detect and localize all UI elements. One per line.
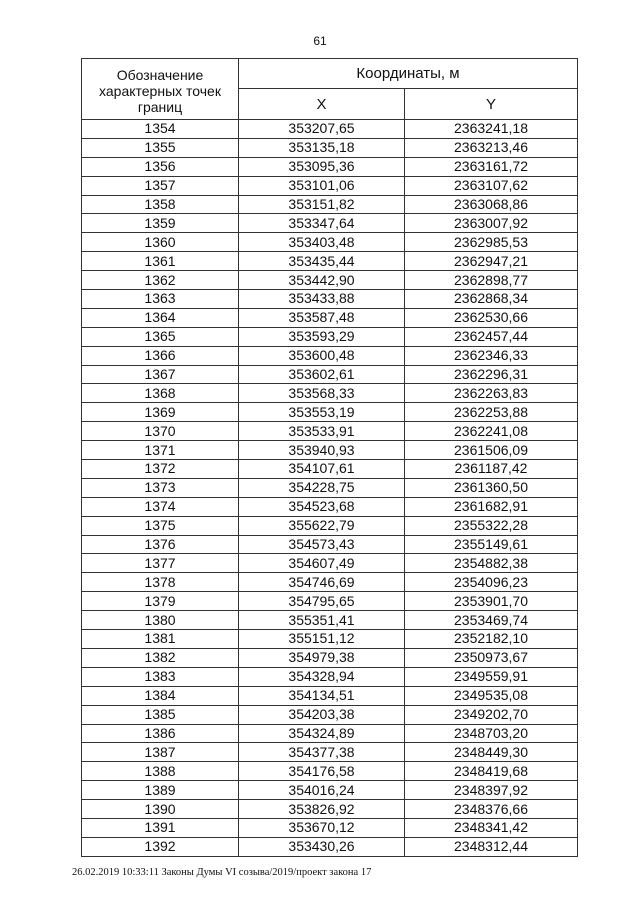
- point-number-cell: 1371: [82, 441, 239, 460]
- x-coordinate-cell: 354176,58: [239, 762, 405, 781]
- x-coordinate-cell: 353553,19: [239, 403, 405, 422]
- point-label-header: Обозначение характерных точек границ: [82, 59, 239, 120]
- table-row: [82, 837, 578, 856]
- y-coordinate-cell: 2362241,08: [405, 422, 578, 441]
- table-row: [82, 818, 578, 837]
- point-number-cell: 1390: [82, 800, 239, 819]
- point-number-cell: 1392: [82, 837, 239, 856]
- x-coordinate-cell: 354016,24: [239, 781, 405, 800]
- table-row: [82, 214, 578, 233]
- table-row: [82, 252, 578, 271]
- y-coordinate-cell: 2348376,66: [405, 800, 578, 819]
- table-row: [82, 195, 578, 214]
- y-column-header: Y: [405, 89, 578, 120]
- table-row: [82, 271, 578, 290]
- point-number-cell: 1373: [82, 478, 239, 497]
- point-number-cell: 1384: [82, 686, 239, 705]
- coordinates-group-header: Координаты, м: [239, 59, 578, 89]
- table-row: [82, 308, 578, 327]
- footer-text: 26.02.2019 10:33:11 Законы Думы VI созыва/2019/проект закона 17: [72, 867, 372, 878]
- x-coordinate-cell: 353135,18: [239, 138, 405, 157]
- x-coordinate-cell: 353602,61: [239, 365, 405, 384]
- x-coordinate-cell: 354523,68: [239, 497, 405, 516]
- table-row: [82, 478, 578, 497]
- table-row: [82, 157, 578, 176]
- y-coordinate-cell: 2362947,21: [405, 252, 578, 271]
- point-number-cell: 1383: [82, 667, 239, 686]
- y-coordinate-cell: 2350973,67: [405, 648, 578, 667]
- table-row: [82, 422, 578, 441]
- x-coordinate-cell: 355351,41: [239, 611, 405, 630]
- y-coordinate-cell: 2354096,23: [405, 573, 578, 592]
- x-coordinate-cell: 353403,48: [239, 233, 405, 252]
- y-coordinate-cell: 2362263,83: [405, 384, 578, 403]
- x-coordinate-cell: 355622,79: [239, 516, 405, 535]
- y-coordinate-cell: 2361682,91: [405, 497, 578, 516]
- point-number-cell: 1362: [82, 271, 239, 290]
- y-coordinate-cell: 2361360,50: [405, 478, 578, 497]
- x-coordinate-cell: 353095,36: [239, 157, 405, 176]
- point-number-cell: 1354: [82, 120, 239, 139]
- table-row: [82, 384, 578, 403]
- table-row: [82, 497, 578, 516]
- x-coordinate-cell: 354979,38: [239, 648, 405, 667]
- y-coordinate-cell: 2355149,61: [405, 535, 578, 554]
- y-coordinate-cell: 2354882,38: [405, 554, 578, 573]
- table-row: [82, 327, 578, 346]
- x-coordinate-cell: 354573,43: [239, 535, 405, 554]
- point-number-cell: 1391: [82, 818, 239, 837]
- table-row: [82, 290, 578, 309]
- table-row: [82, 743, 578, 762]
- table-row: [82, 233, 578, 252]
- coordinates-table: [81, 58, 578, 857]
- x-coordinate-cell: 353670,12: [239, 818, 405, 837]
- y-coordinate-cell: 2348397,92: [405, 781, 578, 800]
- point-number-cell: 1360: [82, 233, 239, 252]
- point-number-cell: 1361: [82, 252, 239, 271]
- x-coordinate-cell: 354795,65: [239, 592, 405, 611]
- x-coordinate-cell: 353430,26: [239, 837, 405, 856]
- table-row: [82, 176, 578, 195]
- table-row: [82, 781, 578, 800]
- y-coordinate-cell: 2362296,31: [405, 365, 578, 384]
- point-number-cell: 1387: [82, 743, 239, 762]
- y-coordinate-cell: 2361506,09: [405, 441, 578, 460]
- point-number-cell: 1368: [82, 384, 239, 403]
- x-coordinate-cell: 355151,12: [239, 630, 405, 649]
- y-coordinate-cell: 2348703,20: [405, 724, 578, 743]
- y-coordinate-cell: 2348341,42: [405, 818, 578, 837]
- y-coordinate-cell: 2362898,77: [405, 271, 578, 290]
- point-number-cell: 1386: [82, 724, 239, 743]
- y-coordinate-cell: 2363161,72: [405, 157, 578, 176]
- y-coordinate-cell: 2353469,74: [405, 611, 578, 630]
- point-number-cell: 1378: [82, 573, 239, 592]
- y-coordinate-cell: 2363107,62: [405, 176, 578, 195]
- y-coordinate-cell: 2348312,44: [405, 837, 578, 856]
- table-row: [82, 120, 578, 139]
- x-coordinate-cell: 353533,91: [239, 422, 405, 441]
- point-number-cell: 1372: [82, 460, 239, 479]
- point-number-cell: 1355: [82, 138, 239, 157]
- x-coordinate-cell: 354203,38: [239, 705, 405, 724]
- y-coordinate-cell: 2349559,91: [405, 667, 578, 686]
- x-coordinate-cell: 354328,94: [239, 667, 405, 686]
- x-coordinate-cell: 353435,44: [239, 252, 405, 271]
- point-number-cell: 1380: [82, 611, 239, 630]
- x-coordinate-cell: 353347,64: [239, 214, 405, 233]
- y-coordinate-cell: 2363068,86: [405, 195, 578, 214]
- point-number-cell: 1359: [82, 214, 239, 233]
- point-number-cell: 1374: [82, 497, 239, 516]
- y-coordinate-cell: 2363241,18: [405, 120, 578, 139]
- table-row: [82, 800, 578, 819]
- x-coordinate-cell: 353207,65: [239, 120, 405, 139]
- table-row: [82, 573, 578, 592]
- y-coordinate-cell: 2349535,08: [405, 686, 578, 705]
- y-coordinate-cell: 2362868,34: [405, 290, 578, 309]
- x-coordinate-cell: 353568,33: [239, 384, 405, 403]
- point-number-cell: 1389: [82, 781, 239, 800]
- y-coordinate-cell: 2362530,66: [405, 308, 578, 327]
- x-coordinate-cell: 353101,06: [239, 176, 405, 195]
- table-row: [82, 554, 578, 573]
- table-row: [82, 460, 578, 479]
- x-coordinate-cell: 353151,82: [239, 195, 405, 214]
- y-coordinate-cell: 2348419,68: [405, 762, 578, 781]
- point-number-cell: 1357: [82, 176, 239, 195]
- point-number-cell: 1370: [82, 422, 239, 441]
- table-row: [82, 705, 578, 724]
- table-row: [82, 648, 578, 667]
- y-coordinate-cell: 2348449,30: [405, 743, 578, 762]
- x-coordinate-cell: 353587,48: [239, 308, 405, 327]
- table-row: [82, 762, 578, 781]
- y-coordinate-cell: 2363007,92: [405, 214, 578, 233]
- point-number-cell: 1364: [82, 308, 239, 327]
- point-number-cell: 1358: [82, 195, 239, 214]
- point-number-cell: 1388: [82, 762, 239, 781]
- table-row: [82, 138, 578, 157]
- x-coordinate-cell: 353940,93: [239, 441, 405, 460]
- x-coordinate-cell: 353600,48: [239, 346, 405, 365]
- y-coordinate-cell: 2362253,88: [405, 403, 578, 422]
- x-coordinate-cell: 354746,69: [239, 573, 405, 592]
- table-row: [82, 724, 578, 743]
- table-row: [82, 611, 578, 630]
- point-number-cell: 1375: [82, 516, 239, 535]
- x-coordinate-cell: 353442,90: [239, 271, 405, 290]
- y-coordinate-cell: 2349202,70: [405, 705, 578, 724]
- y-coordinate-cell: 2362985,53: [405, 233, 578, 252]
- point-number-cell: 1369: [82, 403, 239, 422]
- point-number-cell: 1377: [82, 554, 239, 573]
- table-row: [82, 667, 578, 686]
- x-coordinate-cell: 353593,29: [239, 327, 405, 346]
- table-body: [82, 120, 578, 857]
- point-number-cell: 1382: [82, 648, 239, 667]
- x-coordinate-cell: 353433,88: [239, 290, 405, 309]
- x-coordinate-cell: 353826,92: [239, 800, 405, 819]
- x-coordinate-cell: 354107,61: [239, 460, 405, 479]
- point-number-cell: 1356: [82, 157, 239, 176]
- table-row: [82, 516, 578, 535]
- y-coordinate-cell: 2362457,44: [405, 327, 578, 346]
- point-number-cell: 1379: [82, 592, 239, 611]
- x-coordinate-cell: 354607,49: [239, 554, 405, 573]
- point-number-cell: 1363: [82, 290, 239, 309]
- table-row: [82, 592, 578, 611]
- y-coordinate-cell: 2361187,42: [405, 460, 578, 479]
- y-coordinate-cell: 2363213,46: [405, 138, 578, 157]
- point-number-cell: 1366: [82, 346, 239, 365]
- table-row: [82, 346, 578, 365]
- y-coordinate-cell: 2355322,28: [405, 516, 578, 535]
- table-row: [82, 441, 578, 460]
- y-coordinate-cell: 2353901,70: [405, 592, 578, 611]
- point-number-cell: 1367: [82, 365, 239, 384]
- x-coordinate-cell: 354324,89: [239, 724, 405, 743]
- page-number: 61: [313, 34, 327, 48]
- point-number-cell: 1385: [82, 705, 239, 724]
- x-coordinate-cell: 354134,51: [239, 686, 405, 705]
- table-row: [82, 365, 578, 384]
- y-coordinate-cell: 2352182,10: [405, 630, 578, 649]
- table-row: [82, 535, 578, 554]
- x-column-header: X: [239, 89, 405, 120]
- table-row: [82, 403, 578, 422]
- y-coordinate-cell: 2362346,33: [405, 346, 578, 365]
- table-row: [82, 630, 578, 649]
- table-header: [82, 59, 578, 120]
- table-row: [82, 686, 578, 705]
- point-number-cell: 1365: [82, 327, 239, 346]
- x-coordinate-cell: 354377,38: [239, 743, 405, 762]
- point-number-cell: 1381: [82, 630, 239, 649]
- x-coordinate-cell: 354228,75: [239, 478, 405, 497]
- point-number-cell: 1376: [82, 535, 239, 554]
